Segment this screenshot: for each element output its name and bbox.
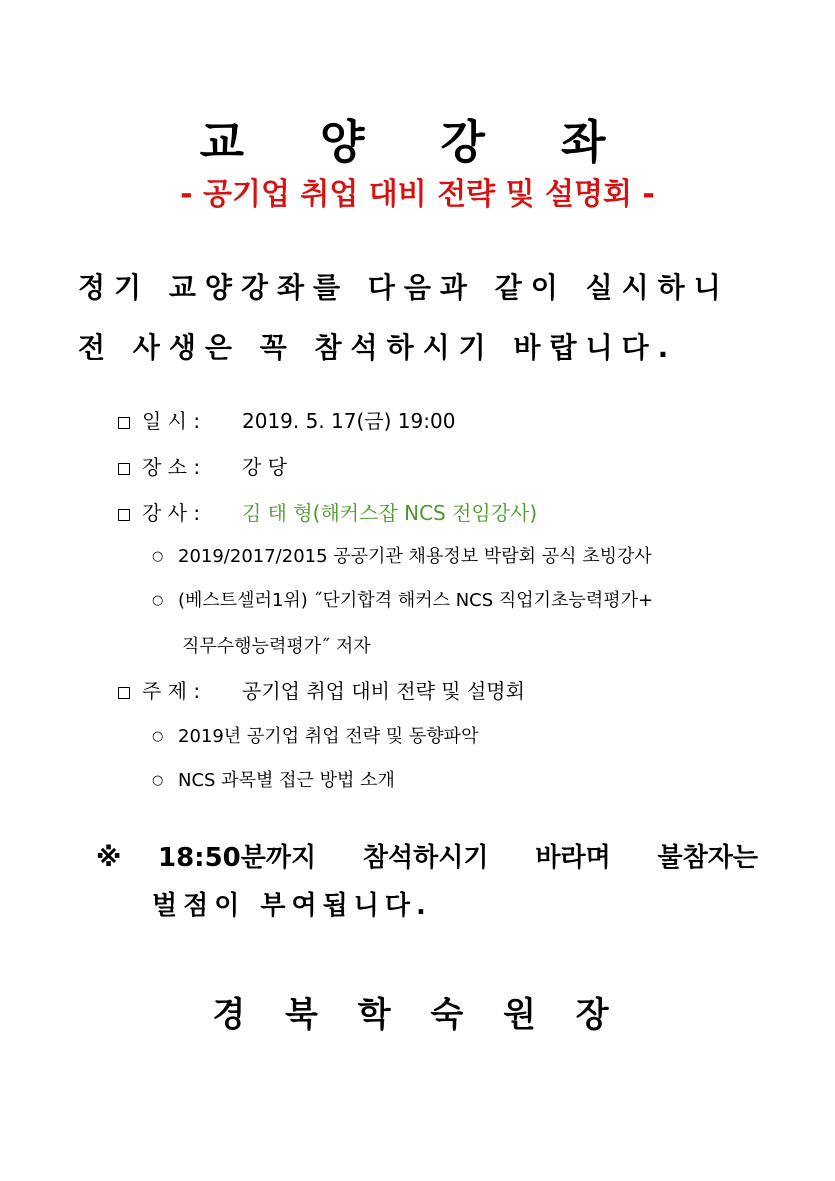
checkbox-icon [118,417,130,429]
topic-value: 공기업 취업 대비 전략 및 설명회 [242,679,525,703]
intro-line-2: 전 사생은 꼭 참석하시기 바랍니다. [78,331,678,364]
place-row [118,452,287,482]
lecturer-value: 김 태 형(해커스잡 NCS 전임강사) [242,501,538,525]
circle-bullet-icon: ○ [152,773,164,788]
topic-bullet-1: ○ 2019년 공기업 취업 전략 및 동향파악 [152,722,478,752]
circle-bullet-icon: ○ [152,593,164,608]
lecturer-bullet-2: ○ (베스트셀러1위) ˝단기합격 해커스 NCS 직업기초능력평가+ [152,586,653,616]
notice-line-2: 벌점이 부여됩니다. [152,891,432,921]
lecturer-row [118,498,537,528]
circle-bullet-icon: ○ [152,549,164,564]
topic-label: 주 제 : [142,679,201,703]
topic-row [118,676,525,706]
date-row [118,406,455,436]
notice-line-1: 18:50분까지 참석하시기 바라며 불참자는 [158,843,758,873]
checkbox-icon [118,509,130,521]
notice-mark: ※ [96,843,122,873]
page-subtitle: - 공기업 취업 대비 전략 및 설명회 - [180,177,655,212]
date-value: 2019. 5. 17(금) 19:00 [242,409,456,433]
topic-bullet-2: ○ NCS 과목별 접근 방법 소개 [152,766,395,796]
lecturer-bullet-2-continuation: 직무수행능력평가˝ 저자 [182,636,371,657]
date-label: 일 시 : [142,409,201,433]
lecturer-label: 강 사 : [142,501,201,525]
footer-signature: 경 북 학 숙 원 장 [212,995,623,1035]
checkbox-icon [118,687,130,699]
page-title: 교 양 강 좌 [199,115,636,169]
checkbox-icon [118,463,130,475]
lecturer-bullet-1: ○ 2019/2017/2015 공공기관 채용정보 박람회 공식 초빙강사 [152,542,652,572]
intro-line-1: 정기 교양강좌를 다음과 같이 실시하니 [78,271,730,304]
place-label: 장 소 : [142,455,201,479]
place-value: 강 당 [242,455,287,479]
circle-bullet-icon: ○ [152,729,164,744]
